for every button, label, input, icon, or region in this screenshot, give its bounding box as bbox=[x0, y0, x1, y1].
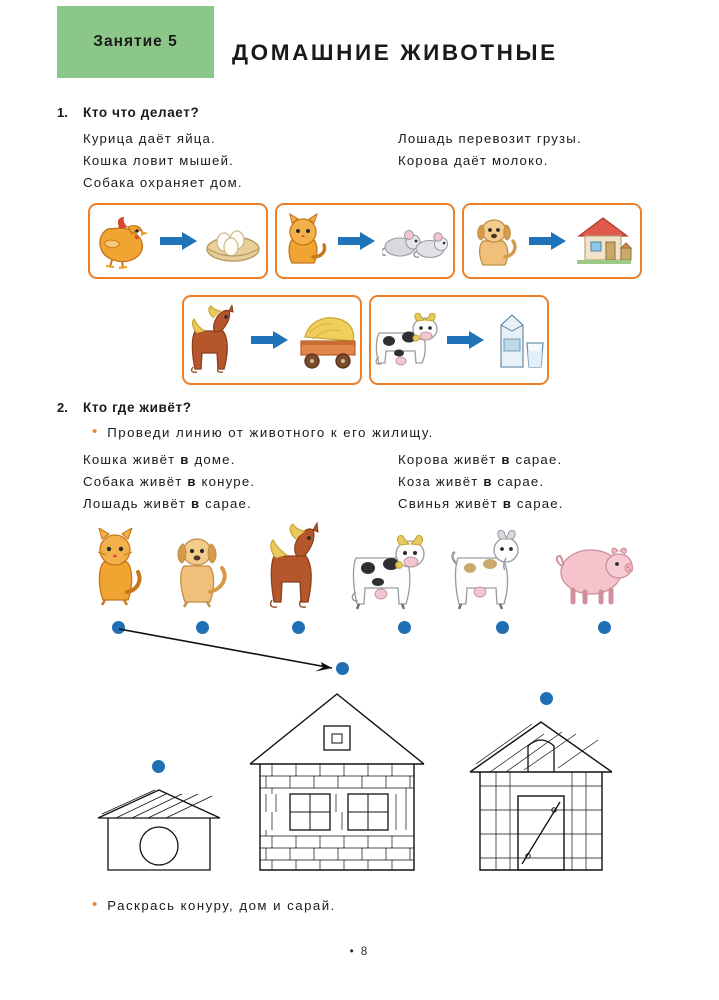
task-1-sentence-2: Кошка ловит мышей. bbox=[83, 153, 234, 168]
footer-marker: • bbox=[349, 946, 356, 958]
task-2-closing-instruction: Раскрась конуру, дом и сарай. bbox=[107, 898, 336, 913]
task-2-sentence-2 bbox=[83, 474, 255, 489]
page-title: ДОМАШНИЕ ЖИВОТНЫЕ bbox=[232, 40, 558, 65]
sentence-pre: Лошадь живёт bbox=[83, 496, 191, 511]
animal-cat bbox=[88, 528, 148, 608]
task-2-sentence-3 bbox=[83, 496, 252, 511]
dot-animal-pig[interactable] bbox=[598, 621, 611, 634]
task-1-heading: Кто что делает? bbox=[83, 105, 200, 120]
bullet-icon: • bbox=[92, 896, 98, 913]
house-icon bbox=[573, 214, 635, 268]
preposition: в bbox=[502, 496, 512, 511]
preposition: в bbox=[501, 452, 511, 467]
task-2-instruction-row bbox=[92, 425, 434, 440]
animal-goat bbox=[448, 530, 524, 610]
card-cat-to-mice bbox=[275, 203, 455, 279]
task-1-sentence-1: Курица даёт яйца. bbox=[83, 131, 216, 146]
lesson-label: Занятие 5 bbox=[93, 33, 178, 50]
task-1-sentence-3: Собака охраняет дом. bbox=[83, 175, 243, 190]
cow-icon bbox=[371, 311, 441, 369]
dog-icon bbox=[469, 213, 523, 269]
hay-cart-icon bbox=[295, 309, 361, 371]
sentence-pre: Кошка живёт bbox=[83, 452, 181, 467]
sentence-pre: Свинья живёт bbox=[398, 496, 503, 511]
sentence-post: сарае. bbox=[510, 452, 563, 467]
card-cow-to-milk bbox=[369, 295, 549, 385]
task-2-number: 2. bbox=[57, 400, 68, 415]
page-number: 8 bbox=[360, 946, 370, 958]
eggs-in-nest-icon bbox=[204, 218, 262, 264]
task-2-instruction: Проведи линию от животного к его жилищу. bbox=[107, 425, 434, 440]
house-outline bbox=[246, 690, 428, 872]
preposition: в bbox=[180, 452, 190, 467]
arrow-right-icon bbox=[338, 232, 376, 250]
milk-carton-icon bbox=[491, 309, 547, 371]
bullet-icon: • bbox=[92, 423, 98, 440]
task-2-closing-row bbox=[92, 898, 336, 913]
animal-pig bbox=[555, 538, 633, 608]
dot-animal-cow[interactable] bbox=[398, 621, 411, 634]
arrow-right-icon bbox=[160, 232, 198, 250]
task-1-sentence-4: Лошадь перевозит грузы. bbox=[398, 131, 582, 146]
task-2-heading: Кто где живёт? bbox=[83, 400, 192, 415]
task-2-sentence-4 bbox=[398, 452, 562, 467]
sentence-pre: Коза живёт bbox=[398, 474, 484, 489]
card-hen-to-eggs bbox=[88, 203, 268, 279]
page-header bbox=[0, 0, 719, 92]
footer bbox=[0, 946, 719, 958]
task-1-number: 1. bbox=[57, 105, 68, 120]
matching-line-cat-to-house bbox=[110, 620, 360, 680]
animal-dog bbox=[168, 530, 232, 608]
arrow-right-icon bbox=[251, 331, 289, 349]
cat-icon bbox=[280, 213, 332, 269]
sentence-post: доме. bbox=[189, 452, 236, 467]
task-2-sentence-1 bbox=[83, 452, 236, 467]
preposition: в bbox=[190, 496, 201, 511]
sentence-post: сарае. bbox=[512, 496, 564, 511]
arrow-right-icon bbox=[529, 232, 567, 250]
task-2-sentence-5 bbox=[398, 474, 544, 489]
sentence-pre: Корова живёт bbox=[398, 452, 502, 467]
task-2-sentence-6 bbox=[398, 496, 564, 511]
dot-dwelling-house[interactable] bbox=[336, 662, 349, 675]
dot-animal-goat[interactable] bbox=[496, 621, 509, 634]
sentence-post: конуре. bbox=[196, 474, 256, 489]
mice-icon bbox=[382, 221, 450, 261]
dot-dwelling-doghouse[interactable] bbox=[152, 760, 165, 773]
task-1-sentence-5: Корова даёт молоко. bbox=[398, 153, 549, 168]
card-horse-to-cart bbox=[182, 295, 362, 385]
doghouse-outline bbox=[96, 788, 222, 872]
dot-dwelling-barn[interactable] bbox=[540, 692, 553, 705]
sentence-post: сарае. bbox=[200, 496, 252, 511]
horse-icon bbox=[183, 305, 245, 375]
hen-icon bbox=[94, 213, 154, 269]
barn-outline bbox=[466, 718, 616, 872]
arrow-right-icon bbox=[447, 331, 485, 349]
preposition: в bbox=[483, 474, 493, 489]
animal-horse bbox=[260, 522, 326, 610]
sentence-pre: Собака живёт bbox=[83, 474, 188, 489]
sentence-post: сарае. bbox=[492, 474, 545, 489]
preposition: в bbox=[187, 474, 197, 489]
card-dog-to-house bbox=[462, 203, 642, 279]
animal-cow bbox=[348, 532, 428, 610]
lesson-tab bbox=[57, 6, 214, 78]
